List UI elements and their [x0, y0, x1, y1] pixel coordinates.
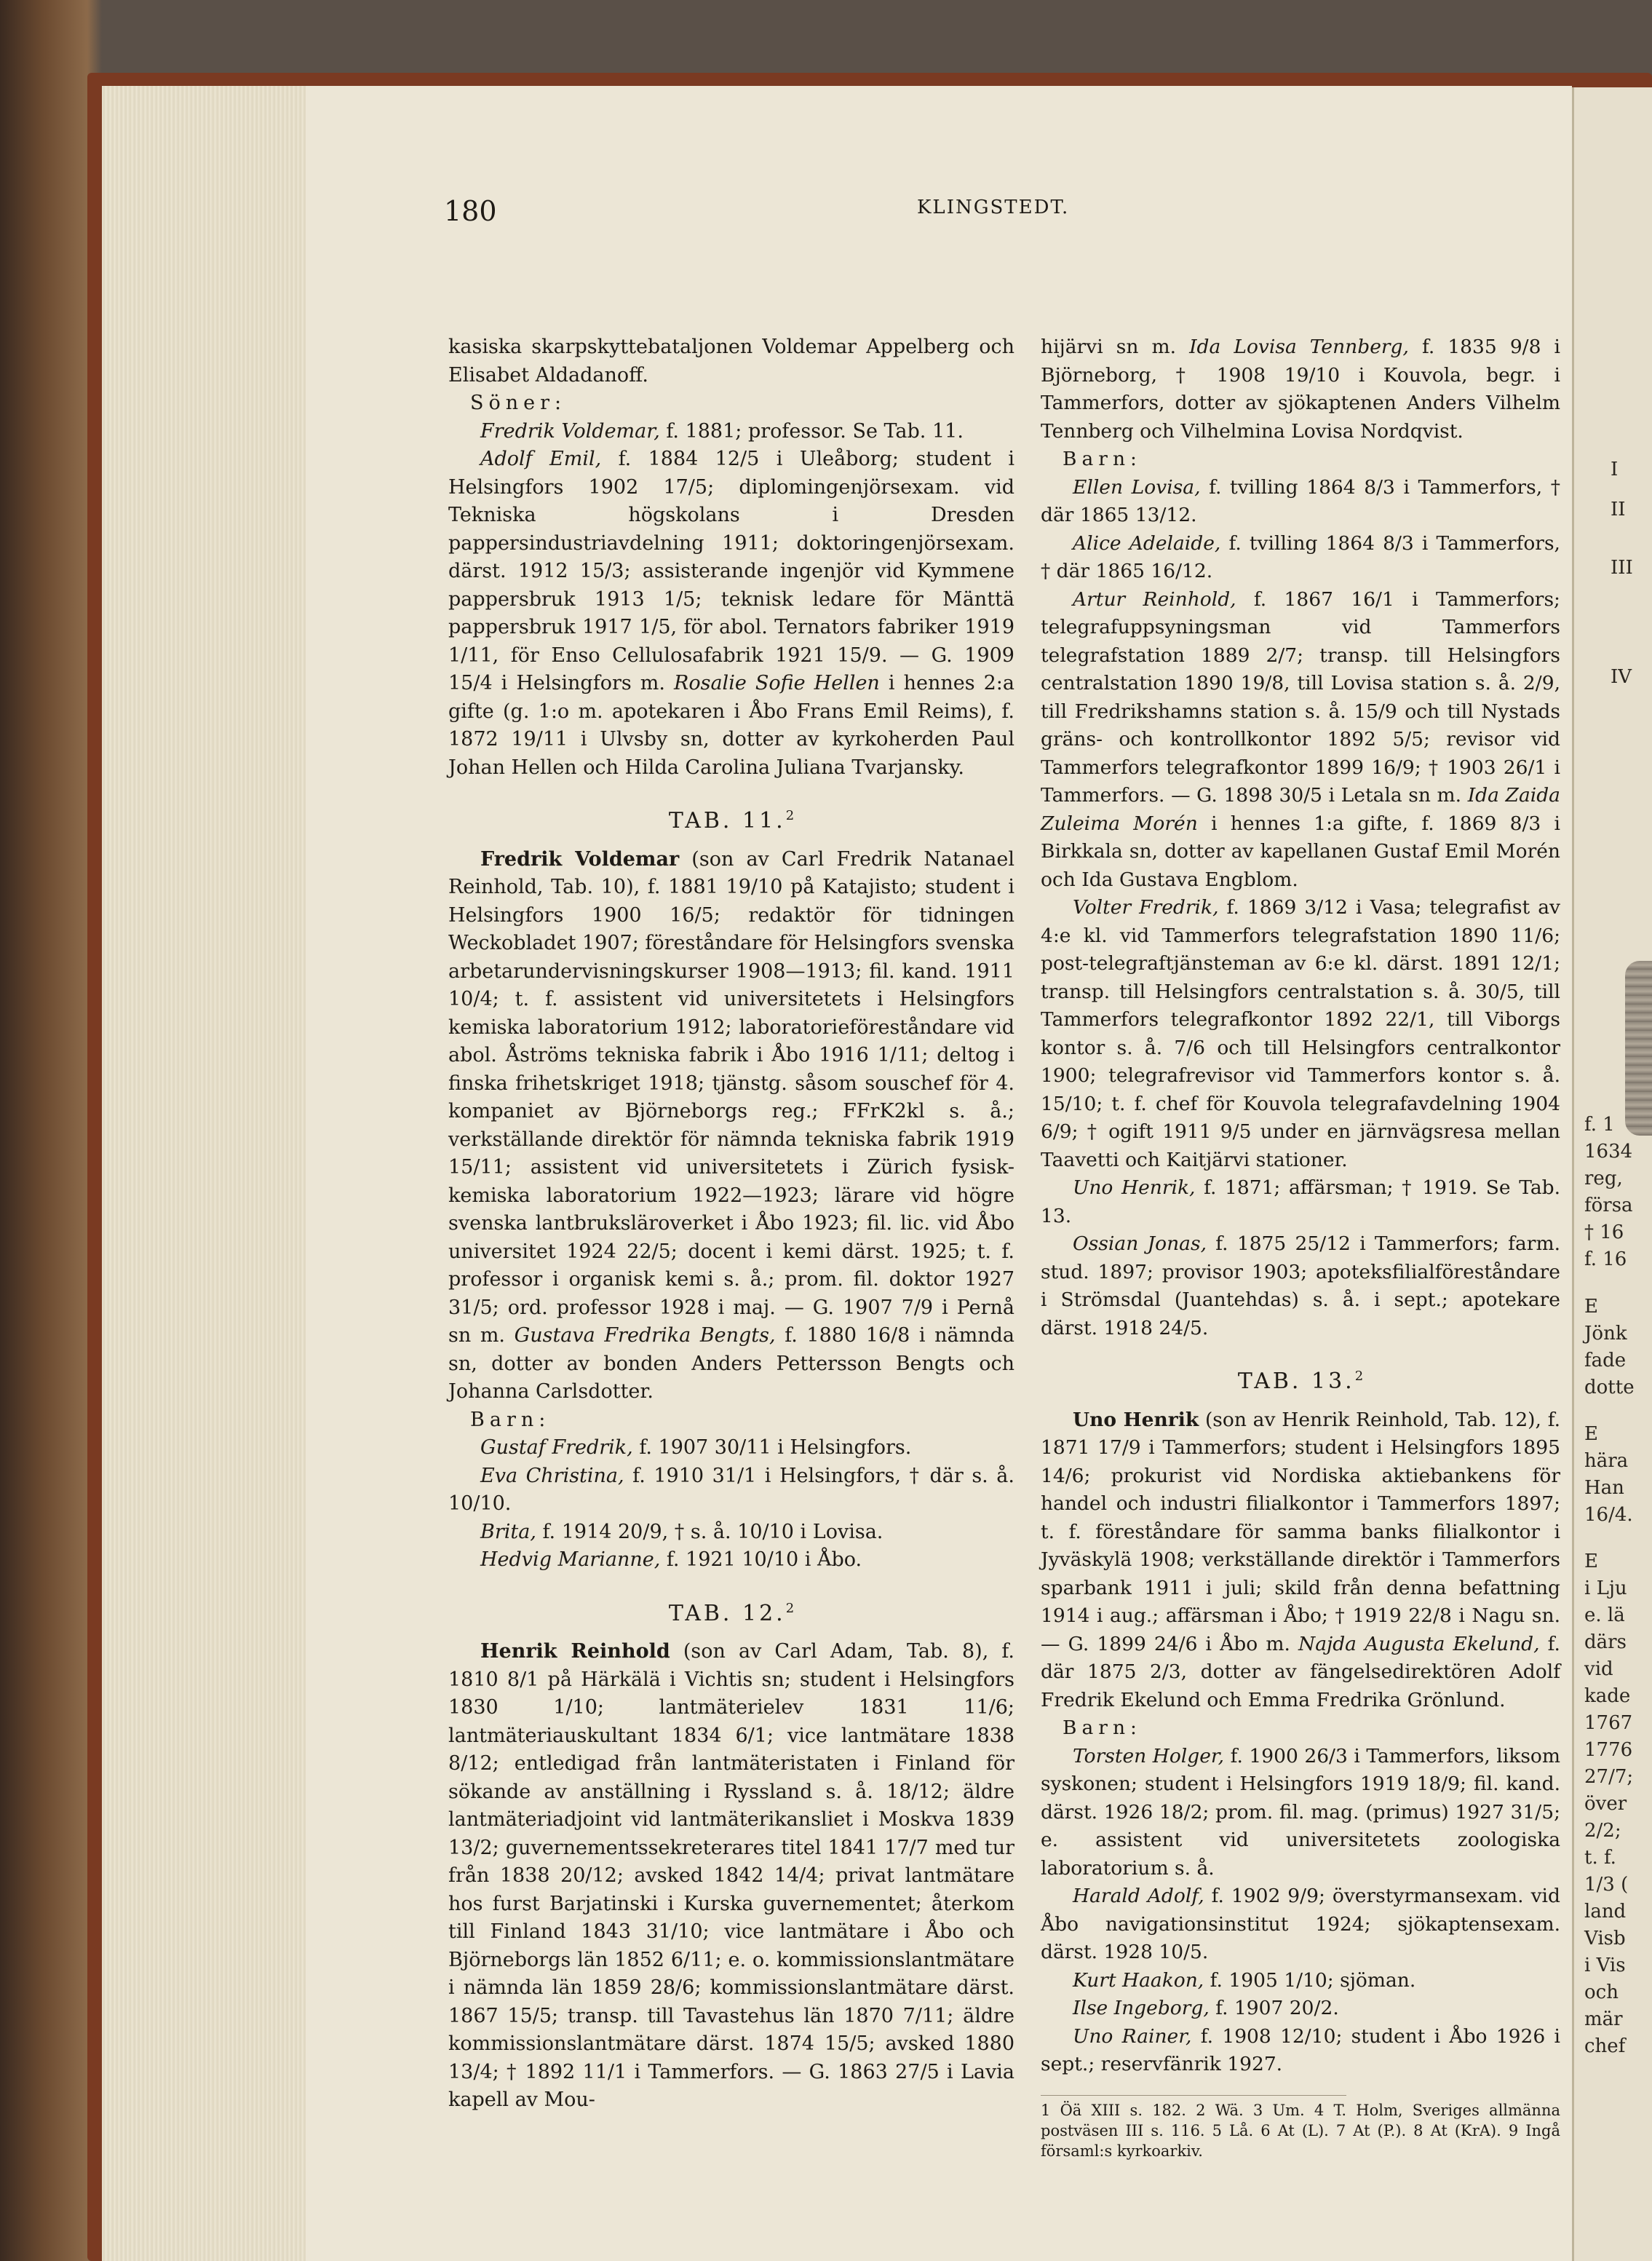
spouse-name: Gustava Fredrika Bengts,: [514, 1324, 776, 1347]
facing-page-text: 2/2;: [1584, 1820, 1621, 1842]
entry-name: Brita,: [480, 1520, 536, 1543]
facing-page-fragment: [1572, 87, 1652, 2261]
facing-page-text: f. 1: [1584, 1114, 1615, 1136]
page-number: 180: [444, 195, 497, 227]
entry-name: Eva Christina,: [480, 1464, 624, 1487]
child-entry: [1041, 1174, 1560, 1230]
spouse-name: Ida Lovisa Tennberg,: [1189, 336, 1409, 358]
facing-page-text: över: [1584, 1793, 1627, 1815]
section-label: Barn:: [1063, 1716, 1142, 1739]
facing-page-text: Visb: [1584, 1928, 1626, 1949]
entry-name: Artur Reinhold,: [1073, 587, 1236, 611]
entry-text: f. 1905 1/10; sjöman.: [1204, 1968, 1416, 1992]
entry-name: Alice Adelaide,: [1073, 531, 1221, 555]
table-heading: [448, 1595, 1014, 1628]
facing-page-text: e. lä: [1584, 1604, 1625, 1626]
entry-text: f. 1875 25/12 i Tammerfors; farm. stud. 1897; provisor 1903; apoteksfilialföreståndare i Strömsdal (Juantehdas) s. å. i sept.; apotekare därst. 1918 24/5.: [1041, 1232, 1561, 1339]
facing-page-text: II: [1611, 499, 1626, 520]
entry-text: f. 1835 9/8 i Björneborg, † 1908 19/10 i Kouvola, begr. i Tammerfors, dotter av sjökaptenen Anders Vilhelm Tennberg och Vilhelmina Lovisa Nordqvist.: [1041, 336, 1560, 443]
entry: [448, 1638, 1014, 2115]
entry-text: f. 1921 10/10 i Åbo.: [660, 1548, 862, 1571]
table-heading-text: TAB. 13.: [1237, 1369, 1355, 1394]
entry-name: Harald Adolf,: [1073, 1885, 1204, 1907]
entry-name: Ossian Jonas,: [1073, 1232, 1207, 1255]
facing-page-text: kade: [1584, 1685, 1631, 1707]
facing-page-text: försa: [1584, 1195, 1633, 1216]
entry-name: Torsten Holger,: [1073, 1744, 1225, 1767]
facing-page-text: dotte: [1584, 1377, 1635, 1398]
child-entry: [1041, 894, 1560, 1174]
facing-page-text: därs: [1584, 1631, 1627, 1653]
facing-page-text: 1776: [1584, 1739, 1633, 1761]
facing-page-text: reg,: [1584, 1168, 1623, 1189]
facing-page-text: 16/4.: [1584, 1504, 1633, 1526]
child-entry: [448, 1434, 1014, 1462]
table-heading: [448, 802, 1014, 836]
facing-page-text: E: [1584, 1296, 1598, 1318]
table-heading-text: TAB. 11.: [668, 808, 786, 833]
paragraph: kasiska skarpskyttebataljonen Voldemar Appelberg och Elisabet Aldadanoff.: [448, 336, 1014, 387]
child-entry: [1041, 1743, 1560, 1883]
right-column: [1041, 333, 1560, 2161]
child-entry: [1041, 474, 1560, 530]
entry-text: f. 1910 31/1 i Helsingfors, † där s. å. 10/10.: [448, 1464, 1014, 1515]
facing-page-text: chef: [1584, 2035, 1626, 2057]
spouse-name: Rosalie Sofie Hellen: [674, 672, 880, 694]
child-entry: [448, 1462, 1014, 1518]
entry-text: (son av Carl Adam, Tab. 8), f. 1810 8/1 på Härkälä i Vichtis sn; student i Helsingfors 1830 1/10; lantmäterielev 1831 11/6; lantmäteriauskultant 1834 6/1; vice lantmätare 1838 8/12; entledigad från lantmäteristaten i Finland för sökande av anställning i Ryssland s. å. 18/12; äldre lantmäteriadjoint vid lantmäterikansliet i Moskva 1839 13/2; guvernementssekreterares titel 1841 17/7 med tur från 1838 20/12; avsked 1842 14/4; privat lantmätare hos furst Barjatinski i Kurska guvernementet; återkom till Finland 1843 31/10; vice lantmätare i Åbo och Björneborgs län 1852 6/11; e. o. kommissionslantmätare i nämnda län 1859 28/6; kommissionslantmätare därst. 1867 15/5; transp. till Tavastehus län 1870 7/11; äldre kommissionslantmätare därst. 1874 15/5; avsked 1880 13/4; † 1892 11/1 i Tammerfors. — G. 1863 27/5 i Lavia kapell av Mou-: [448, 1640, 1015, 2111]
entry-name: Gustaf Fredrik,: [480, 1436, 633, 1459]
entry-name: Ellen Lovisa,: [1073, 475, 1201, 499]
left-page: [306, 86, 1572, 2261]
entry-text: f. 1902 9/9; överstyrmansexam. vid Åbo navigationsinstitut 1924; sjökaptensexam. därst. 1928 10/5.: [1041, 1885, 1560, 1963]
section-label: Barn:: [470, 1408, 551, 1431]
facing-page-text: fade: [1584, 1350, 1627, 1371]
entry: [448, 846, 1014, 1406]
entry-text: hijärvi sn m.: [1041, 336, 1176, 358]
entry: [448, 446, 1014, 782]
facing-page-text: mär: [1584, 2008, 1623, 2030]
entry-name: Uno Henrik,: [1073, 1176, 1196, 1199]
entry-name: Uno Rainer,: [1073, 2024, 1192, 2048]
entry-text: f. 1880 16/8 i nämnda sn, dotter av bonden Anders Pettersson Bengts och Johanna Carlsdotter.: [448, 1324, 1014, 1403]
facing-page-text: i Lju: [1584, 1577, 1627, 1599]
child-entry: [1041, 1230, 1560, 1342]
paragraph: [1041, 333, 1560, 446]
table-heading-text: TAB. 12.: [668, 1600, 786, 1626]
facing-page-text: land: [1584, 1901, 1627, 1923]
facing-page-text: t. f.: [1584, 1847, 1616, 1869]
table-heading: [1041, 1363, 1560, 1396]
facing-page-text: vid: [1584, 1658, 1613, 1680]
facing-page-text: I: [1611, 459, 1619, 480]
entry: [448, 418, 1014, 446]
child-entry: [1041, 1995, 1560, 2023]
facing-page-text: i Vis: [1584, 1955, 1626, 1976]
left-column: [448, 333, 1014, 2115]
entry-name: Henrik Reinhold: [480, 1640, 670, 1663]
entry-text: f. 1900 26/3 i Tammerfors, liksom syskonen; student i Helsingfors 1919 18/9; fil. kand. därst. 1926 18/2; prom. fil. mag. (primus) 1927 31/5; e. assistent vid universitetets zoologiska laboratorium s. å.: [1041, 1744, 1560, 1880]
footnote-marker: 2: [1354, 1369, 1364, 1384]
child-entry: [448, 1518, 1014, 1547]
entry-text: f. 1907 20/2.: [1209, 1997, 1339, 2019]
entry-name: Fredrik Voldemar: [480, 847, 680, 871]
entry-text: f. 1884 12/5 i Uleåborg; student i Helsingfors 1902 17/5; diplomingenjörsexam. vid Tekniska högskolans i Dresden pappersindustriavdelning 1911; doktoringenjörsexam. därst. 1912 15/3; assisterande ingenjör vid Kymmene pappersbruk 1913 1/5; teknisk ledare för Mänttä pappersbruk 1917 1/5, för abol. Ternators fabriker 1919 1/11, för Enso Cellulosafabrik 1921 15/9. — G. 1909 15/4 i Helsingfors m.: [448, 448, 1014, 694]
child-entry: [1041, 1882, 1560, 1967]
entry-text: i hennes 1:a gifte, f. 1869 8/3 i Birkkala sn, dotter av kapellanen Gustaf Emil Morén och Ida Gustava Engblom.: [1041, 812, 1560, 891]
facing-page-text: hära: [1584, 1450, 1629, 1472]
child-entry: [1041, 2023, 1560, 2079]
entry-text: f. 1907 30/11 i Helsingfors.: [632, 1436, 912, 1459]
facing-page-text: och: [1584, 1981, 1619, 2003]
footnote-rule: [1041, 2095, 1346, 2100]
entry-text: f. 1881; professor. Se Tab. 11.: [659, 419, 964, 443]
facing-page-text: 27/7;: [1584, 1766, 1634, 1788]
spouse-name: Najda Augusta Ekelund,: [1298, 1632, 1540, 1655]
spouse-name: Ida Zaida Zuleima Morén: [1041, 784, 1560, 835]
entry-text: f. där 1875 2/3, dotter av fängelsedirektören Adolf Fredrik Ekelund och Emma Fredrika Grönlund.: [1041, 1632, 1560, 1711]
entry-name: Volter Fredrik,: [1073, 896, 1219, 919]
entry-text: f. 1871; affärsman; † 1919. Se Tab. 13.: [1041, 1176, 1561, 1227]
entry-name: Ilse Ingeborg,: [1073, 1997, 1210, 2019]
entry-name: Uno Henrik: [1073, 1408, 1199, 1431]
entry-text: f. 1914 20/9, † s. å. 10/10 i Lovisa.: [536, 1520, 883, 1543]
entry: [1041, 1406, 1560, 1715]
entry-text: (son av Henrik Reinhold, Tab. 12), f. 1871 17/9 i Tammerfors; student i Helsingfors 1895 14/6; prokurist vid Nordiska aktiebankens för handel och industri filialkontor i Tammerfors 1897; t. f. föreståndare för samma banks filialkontor i Jyväskylä 1908; verkställande direktör i Tammerfors sparbank 1911 i juli; skild från denna befattning 1914 i aug.; affärsman i Åbo; † 1919 22/8 i Nagu sn. — G. 1899 24/6 i Åbo m.: [1041, 1408, 1560, 1655]
facing-page-text: 1/3 (: [1584, 1874, 1629, 1896]
facing-page-text: Han: [1584, 1477, 1624, 1499]
footnote-marker: 2: [785, 1600, 795, 1616]
entry-text: f. 1869 3/12 i Vasa; telegrafist av 4:e kl. vid Tammerfors telegrafstation 1890 11/6; post-telegraftjänsteman av 6:e kl. därst. 1891 12/1; transp. till Helsingfors centralstation s. å. 30/5, till Tammerfors telegrafkontor 1892 22/1, till Viborgs kontor s. å. 7/6 och till Helsingfors centralkontor 1900; telegrafrevisor vid Tammerfors kontor s. å. 15/10; t. f. chef för Kouvola telegrafavdelning 1904 6/9; † ogift 1911 9/5 under en järnvägsresa mellan Taavetti och Kaitjärvi stationer.: [1041, 896, 1560, 1171]
facing-page-text: III: [1611, 557, 1633, 579]
facing-page-text: 1767: [1584, 1712, 1633, 1734]
entry-text: i hennes 2:a gifte (g. 1:o m. apotekaren i Åbo Frans Emil Reims), f. 1872 19/11 i Ulvsby sn, dotter av kyrkoherden Paul Johan Hellen och Hilda Carolina Juliana Tvarjansky.: [448, 672, 1014, 779]
entry-text: f. 1908 12/10; student i Åbo 1926 i sept.; reservfänrik 1927.: [1041, 2024, 1561, 2075]
child-entry: [1041, 1967, 1560, 1995]
illustration-fragment: [1625, 961, 1652, 1136]
child-entry: [1041, 586, 1560, 895]
page-edge-stack: [102, 86, 307, 2261]
child-entry: [448, 1546, 1014, 1575]
entry-name: Fredrik Voldemar,: [480, 419, 660, 443]
facing-page-text: E: [1584, 1423, 1598, 1445]
entry-name: Adolf Emil,: [480, 448, 602, 470]
facing-page-text: Jönk: [1584, 1323, 1627, 1345]
entry-text: (son av Carl Fredrik Natanael Reinhold, Tab. 10), f. 1881 19/10 på Katajisto; student i Helsingfors 1900 16/5; redaktör för tidningen Weckobladet 1907; föreståndare för Helsingfors svenska arbetarundervisningskurser 1908—1913; fil. kand. 1911 10/4; t. f. assistent vid universitetets i Helsingfors kemiska laboratorium 1912; laboratorieföreståndare vid abol. Åströms tekniska fabrik i Åbo 1916 1/11; deltog i finska frihetskriget 1918; tjänstg. såsom souschef för 4. kompaniet av Björneborgs reg.; FFrK2kl s. å.; verkställande direktör för nämnda tekniska fabrik 1919 15/11; assistent vid universitetets i Zürich fysisk-kemiska laboratorium 1922—1923; lärare vid högre svenska lantbruksläroverket i Åbo 1923; fil. lic. vid Åbo universitet 1924 22/5; docent i kemi därst. 1925; t. f. professor i organisk kemi s. å.; prom. fil. doktor 1927 31/5; ord. professor 1928 i maj. — G. 1907 7/9 i Pernå sn m.: [448, 847, 1015, 1347]
section-label: Söner:: [470, 392, 567, 414]
entry-text: f. tvilling 1864 8/3 i Tammerfors, † där 1865 16/12.: [1041, 531, 1560, 582]
facing-page-text: f. 16: [1584, 1248, 1627, 1270]
facing-page-text: IV: [1611, 666, 1632, 688]
footnotes: 1 Öä XIII s. 182. 2 Wä. 3 Um. 4 T. Holm, Sveriges allmänna postväsen III s. 116. 5 Lå. 6 At (L). 7 At (P.). 8 At (KrA). 9 Ingå församl:s kyrkoarkiv.: [1041, 2101, 1560, 2160]
child-entry: [1041, 530, 1560, 586]
entry-name: Hedvig Marianne,: [480, 1548, 661, 1571]
facing-page-text: † 16: [1584, 1221, 1624, 1243]
entry-text: f. 1867 16/1 i Tammerfors; telegrafuppsyningsman vid Tammerfors telegrafstation 1889 2/7; transp. till Helsingfors centralstation 1890 19/8, till Lovisa station s. å. 2/9, till Fredrikshamns station s. å. 15/9 och till Nystads gräns- och kontrollkontor 1892 5/5; revisor vid Tammerfors telegrafkontor 1899 16/9; † 1903 26/1 i Tammerfors. — G. 1898 30/5 i Letala sn m.: [1041, 587, 1560, 807]
running-head: KLINGSTEDT.: [917, 197, 1070, 218]
footnote-marker: 2: [785, 808, 795, 823]
facing-page-text: 1634: [1584, 1141, 1633, 1163]
section-label: Barn:: [1063, 448, 1142, 470]
entry-text: f. tvilling 1864 8/3 i Tammerfors, † där 1865 13/12.: [1041, 475, 1560, 526]
entry-name: Kurt Haakon,: [1073, 1968, 1204, 1992]
facing-page-text: E: [1584, 1551, 1598, 1572]
